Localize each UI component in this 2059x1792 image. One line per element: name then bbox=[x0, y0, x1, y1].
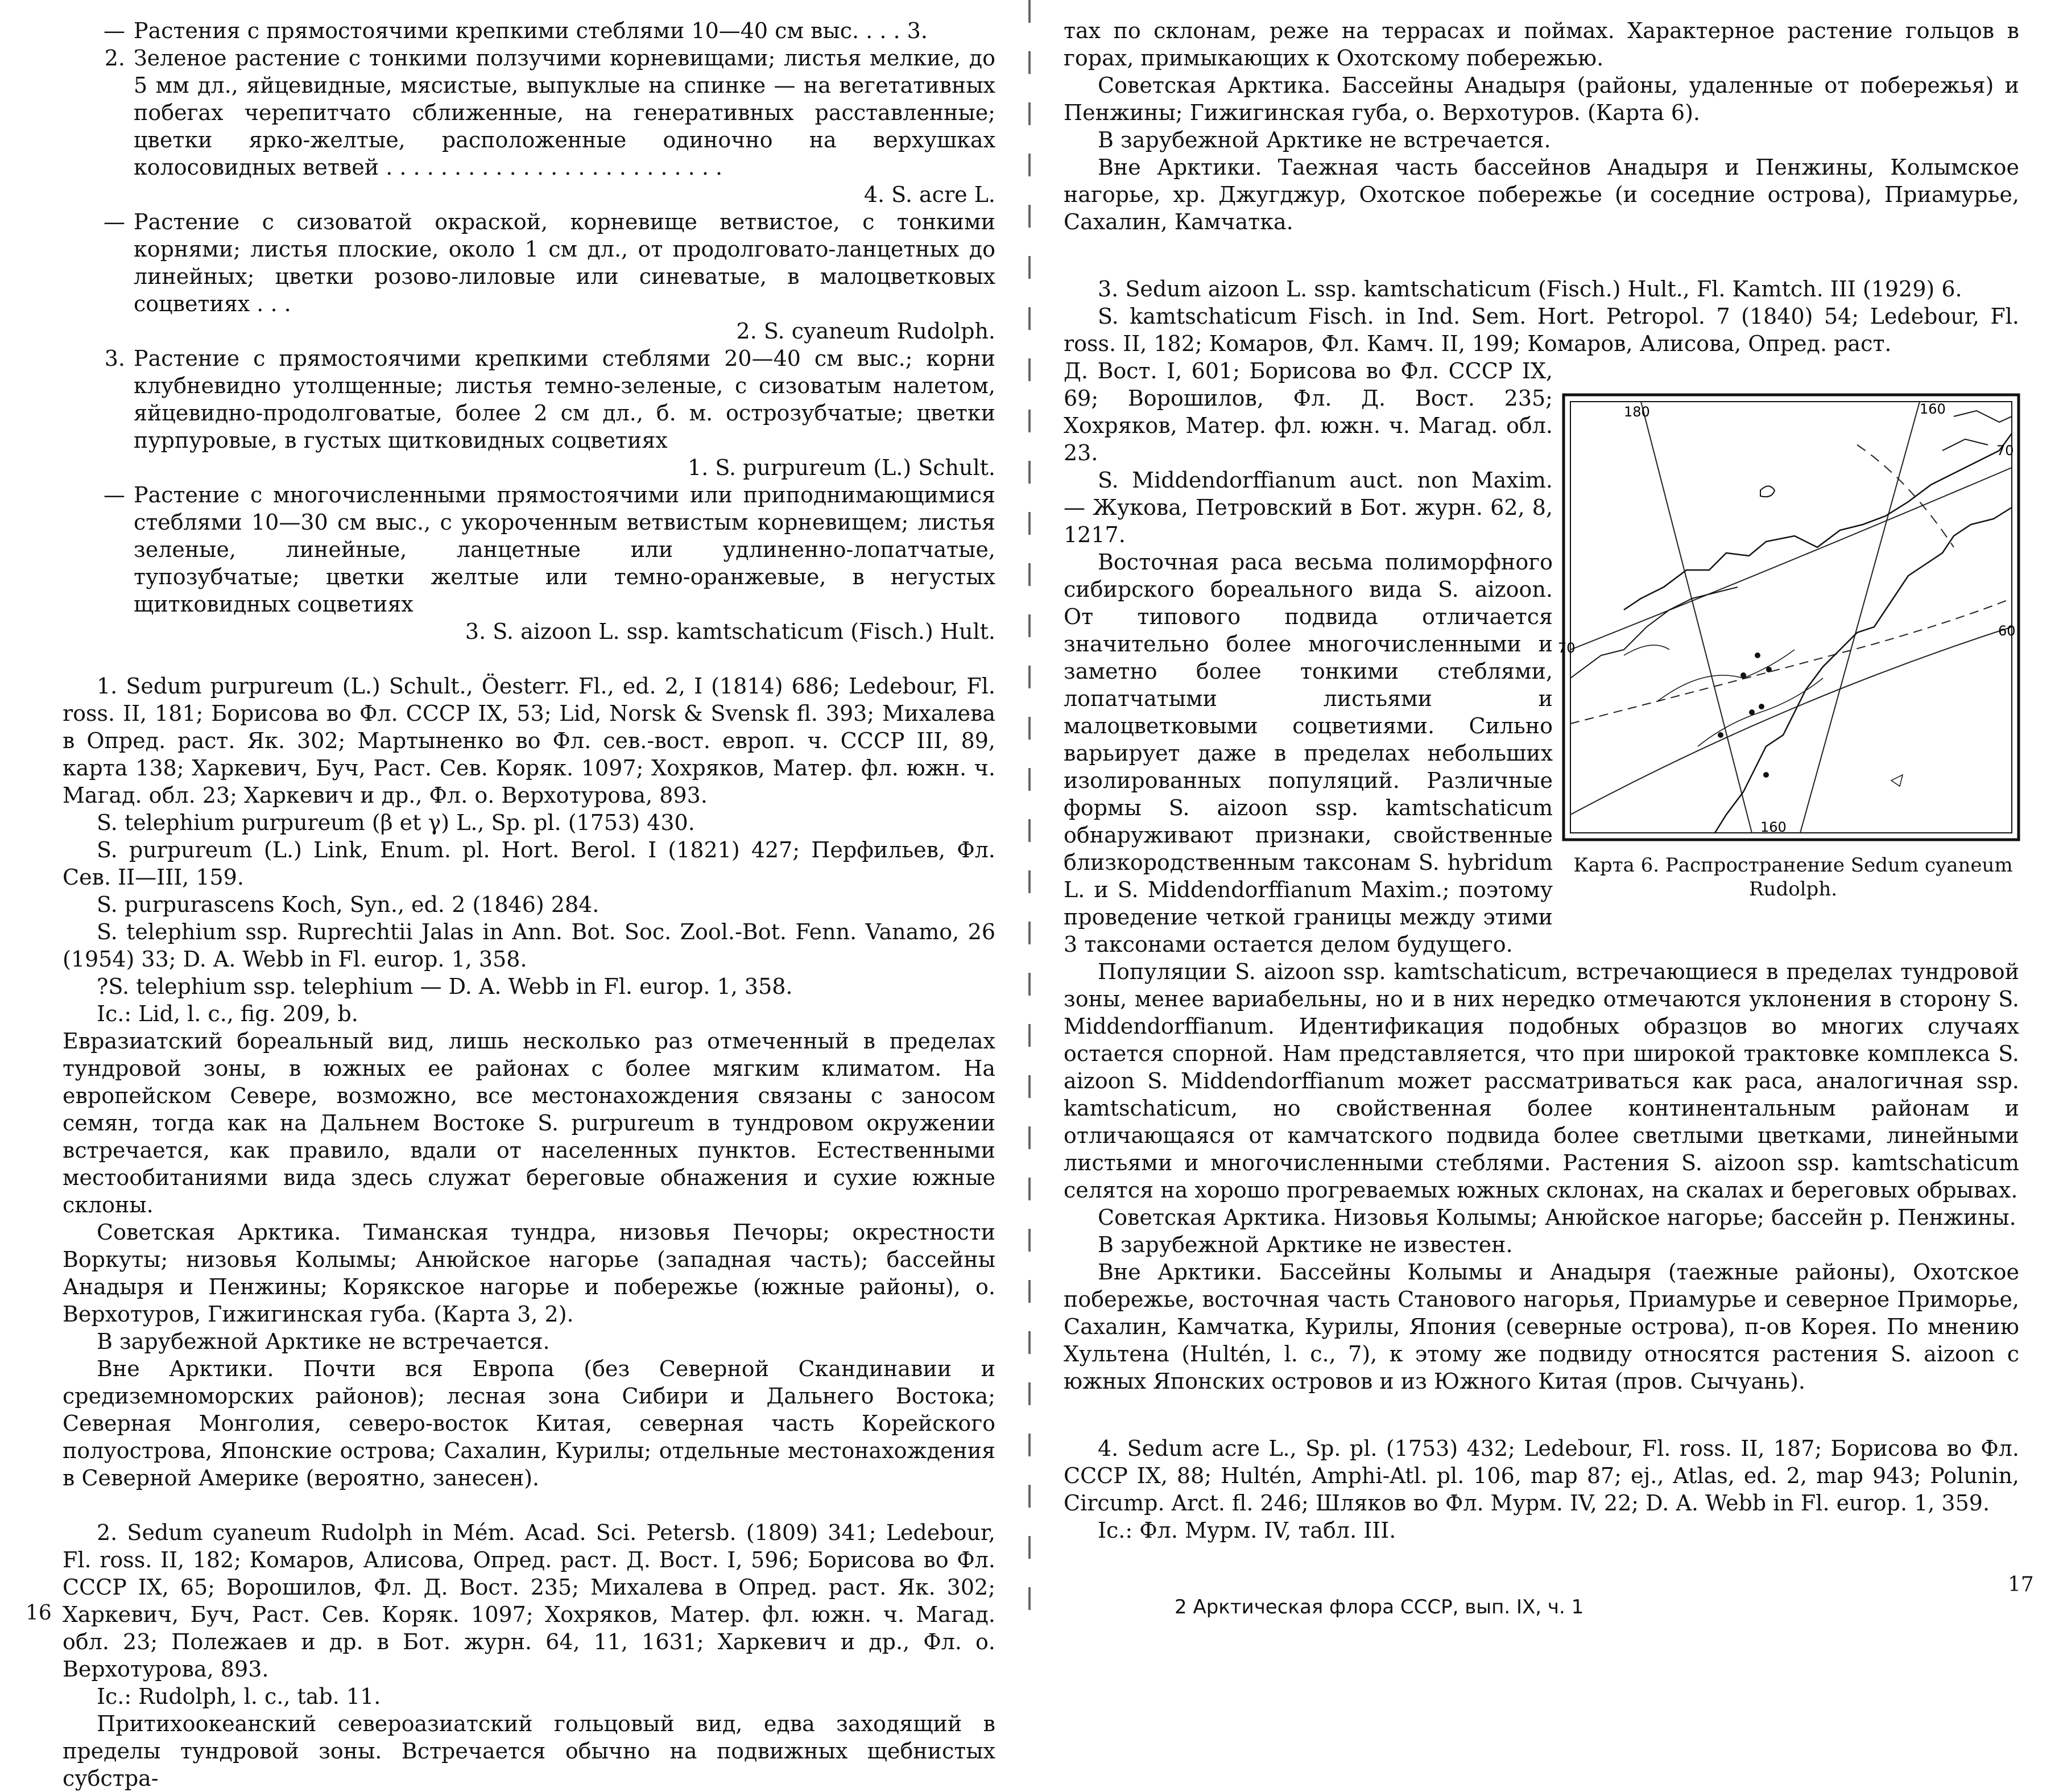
species-heading: 1. Sedum purpureum (L.) Schult., Öesterr. Fl., ed. 2, I (1814) 686; Ledebour, Fl. ross. II, 181; Борисова во Фл. СССР IX, 53; Lid, Norsk & Svensk fl. 393; Михалева в Опред. раст. Як. 302; Мартыненко во Фл. сев.-вост. европ. ч. СССР III, 89, карта 138; Харкевич, Буч, Раст. Сев. Коряк. 1097; Хохряков, Матер. фл. южн. ч. Магад. обл. 23; Харкевич и др., Фл. о. Верхотурова, 893. bbox=[63, 674, 995, 808]
distribution-outside-arctic: Вне Арктики. Почти вся Европа (без Северной Скандинавии и средиземноморских районов); лесная зона Сибири и Дальнего Востока; Северная Монголия, северо-восток Китая, северная часть Корейского полуострова, Японские острова; Сахалин, Курилы; отдельные местонахождения в Северной Америке (вероятно, занесен). bbox=[63, 1356, 995, 1490]
occurrence-point bbox=[1763, 772, 1769, 778]
synonym: ?S. telephium ssp. telephium — D. A. Webb in Fl. europ. 1, 358. bbox=[97, 974, 793, 999]
key-text: Зеленое растение с тонкими ползучими корневищами; листья мелкие, до 5 мм дл., яйцевидные, мясистые, выпуклые на спинке — на вегетативных побегах черепитчато сближенные, на генеративных расставленные; цветки ярко-желтые, расположенные одиночно на верхушках колосовидных ветвей . . . . . . . . . . . . . . . . . . . . . . . . . bbox=[134, 46, 995, 180]
occurrence-point bbox=[1759, 704, 1764, 709]
key-entry bbox=[63, 44, 995, 208]
species-4-sedum-acre bbox=[1064, 1435, 2019, 1544]
map-label-70-left: 70 bbox=[1558, 640, 1576, 656]
occurrence-point bbox=[1718, 732, 1723, 738]
synonym: Д. Вост. I, 601; Борисова во Фл. СССР IX, 69; Ворошилов, Фл. Д. Вост. 235; Хохряков, Матер. фл. южн. ч. Магад. обл. 23. bbox=[1064, 358, 1553, 465]
species-1-sedum-purpureum bbox=[63, 672, 995, 1492]
synonym: S. purpurascens Koch, Syn., ed. 2 (1846) 284. bbox=[97, 892, 599, 917]
key-number: — bbox=[104, 482, 125, 507]
identification-key bbox=[63, 17, 995, 645]
distribution-outside-arctic: Вне Арктики. Бассейны Колымы и Анадыря (таежные районы), Охотское побережье, восточная часть Станового нагорья, Приамурье и северное Приморье, Сахалин, Камчатка, Курилы, Япония (северные острова), п-ов Корея. По мнению Хультена (Hultén, l. c., 7), к этому же подвиду относятся растения S. aizoon с южных Японских островов и из Южного Китая (пров. Сычуань). bbox=[1064, 1260, 2019, 1394]
species-2-sedum-cyaneum bbox=[63, 1519, 995, 1792]
key-number: — bbox=[104, 18, 125, 43]
map-label-160-top: 160 bbox=[1920, 401, 1946, 417]
key-result: 2. S. cyaneum Rudolph. bbox=[736, 319, 995, 344]
distribution-foreign-arctic: В зарубежной Арктике не встречается. bbox=[1098, 127, 1551, 152]
occurrence-point bbox=[1766, 667, 1772, 672]
distribution-outside-arctic: Вне Арктики. Таежная часть бассейнов Анадыря и Пенжины, Колымское нагорье, хр. Джугджур, Охотское побережье (и соседние острова), Приамурье, Сахалин, Камчатка. bbox=[1064, 155, 2019, 234]
species-heading: 4. Sedum acre L., Sp. pl. (1753) 432; Ledebour, Fl. ross. II, 187; Борисова во Фл. СССР IX, 88; Hultén, Amphi-Atl. pl. 106, map 87; ej., Atlas, ed. 2, map 943; Polunin, Circump. Arct. fl. 246; Шляков во Фл. Мурм. IV, 22; D. A. Webb in Fl. europ. 1, 359. bbox=[1064, 1436, 2019, 1516]
key-result: 3. S. aizoon L. ssp. kamtschaticum (Fisch.) Hult. bbox=[465, 619, 995, 644]
description: тах по склонам, реже на террасах и поймах. Характерное растение гольцов в горах, примыкающих к Охотскому побережью. bbox=[1064, 18, 2019, 71]
synonym: S. telephium purpureum (β et γ) L., Sp. pl. (1753) 430. bbox=[97, 810, 695, 835]
distribution-foreign-arctic: В зарубежной Арктике не встречается. bbox=[97, 1329, 550, 1354]
description: Восточная раса весьма полиморфного сибирского бореального вида S. aizoon. От типового подвида отличается значительно более многочисленными и заметно более тонкими стеблями, лопатчатыми листьями и малоцветковыми соцветиями. Сильно варьирует даже в пределах небольших изолированных популяций. Различные формы S. aizoon ssp. kamtschaticum обнаруживают признаки, свойственные близкородственным таксонам S. hybridum L. и S. Middendorffianum Maxim.; поэтому проведение четкой границы между этими 3 таксонами остается делом будущего. bbox=[1064, 550, 1553, 957]
key-entry bbox=[63, 481, 995, 645]
key-entry bbox=[63, 345, 995, 481]
synonym: S. Middendorffianum auct. non Maxim. — Жукова, Петровский в Бот. журн. 62, 8, 1217. bbox=[1064, 468, 1553, 547]
page-number-left: 16 bbox=[26, 1601, 52, 1625]
key-result: 4. S. acre L. bbox=[863, 182, 995, 207]
icon-reference: Ic.: Rudolph, l. c., tab. 11. bbox=[97, 1684, 381, 1709]
left-page bbox=[0, 0, 1030, 1791]
species-heading: 3. Sedum aizoon L. ssp. kamtschaticum (Fisch.) Hult., Fl. Kamtch. III (1929) 6. bbox=[1098, 276, 1962, 302]
icon-reference: Ic.: Фл. Мурм. IV, табл. III. bbox=[1098, 1518, 1396, 1543]
map-label-60: 60 bbox=[1998, 623, 2016, 639]
key-entry bbox=[63, 17, 995, 44]
key-text: Растения с прямостоячими крепкими стеблями 10—40 см выс. . . . 3. bbox=[134, 18, 928, 43]
key-text: Растение с сизоватой окраской, корневище ветвистое, с тонкими корнями; листья плоские, около 1 см дл., от продолговато-ланцетных до линейных; цветки розово-лиловые или синеватые, в малоцветковых соцветиях . . . bbox=[134, 209, 995, 316]
species-2-continuation bbox=[1064, 17, 2019, 236]
map-frame bbox=[1564, 395, 2019, 840]
map-label-160-bottom: 160 bbox=[1760, 819, 1787, 835]
occurrence-point bbox=[1740, 672, 1746, 678]
distribution-map bbox=[1556, 382, 2031, 849]
map-label-70-right: 70 bbox=[1996, 443, 2014, 459]
distribution-soviet-arctic: Советская Арктика. Низовья Колымы; Анюйское нагорье; бассейн р. Пенжины. bbox=[1098, 1205, 2016, 1230]
page-number-right: 17 bbox=[2008, 1573, 2034, 1596]
key-entry bbox=[63, 208, 995, 345]
occurrence-point bbox=[1749, 709, 1755, 715]
species-heading: 2. Sedum cyaneum Rudolph in Mém. Acad. Sci. Petersb. (1809) 341; Ledebour, Fl. ross. II, 182; Комаров, Алисова, Опред. раст. Д. Вост. I, 596; Борисова во Фл. СССР IX, 65; Ворошилов, Фл. Д. Вост. 235; Михалева в Опред. раст. Як. 302; Харкевич, Буч, Раст. Сев. Коряк. 1097; Хохряков, Матер. фл. южн. ч. Магад. обл. 23; Полежаев и др. в Бот. журн. 64, 11, 1631; Харкевич и др., Фл. о. Верхотурова, 893. bbox=[63, 1520, 995, 1682]
map-label-180: 180 bbox=[1624, 404, 1650, 420]
synonym: S. telephium ssp. Ruprechtii Jalas in Ann. Bot. Soc. Zool.-Bot. Fenn. Vanamo, 26 (1954) 33; D. A. Webb in Fl. europ. 1, 358. bbox=[63, 919, 995, 972]
key-result: 1. S. purpureum (L.) Schult. bbox=[688, 455, 995, 480]
description: Притихоокеанский североазиатский гольцовый вид, едва заходящий в пределы тундровой зоны. Встречается обычно на подвижных щебнистых субстра- bbox=[63, 1711, 995, 1791]
key-number: — bbox=[104, 209, 125, 234]
page-footer: 2 Арктическая флора СССР, вып. IX, ч. 1 bbox=[1175, 1596, 1584, 1618]
synonym: S. purpureum (L.) Link, Enum. pl. Hort. Berol. I (1821) 427; Перфильев, Фл. Сев. II—III, 159. bbox=[63, 837, 995, 890]
icon-reference: Ic.: Lid, l. c., fig. 209, b. bbox=[97, 1001, 358, 1026]
distribution-foreign-arctic: В зарубежной Арктике не известен. bbox=[1098, 1232, 1513, 1257]
description: Популяции S. aizoon ssp. kamtschaticum, встречающиеся в пределах тундровой зоны, менее вариабельны, но и в них нередко отмечаются уклонения в сторону S. Middendorffianum. Идентификация подобных образцов во многих случаях остается спорной. Нам представляется, что при широкой трактовке комплекса S. aizoon S. Middendorffianum может рассматриваться как раса, аналогичная ssp. kamtschaticum, но свойственная более континентальным районам и отличающаяся от камчатского подвида более светлыми цветками, линейными листьями и многочисленными стеблями. Растения S. aizoon ssp. kamtschaticum селятся на хорошо прогреваемых южных склонах, на скалах и береговых обрывах. bbox=[1064, 959, 2019, 1203]
key-number: 3. bbox=[104, 346, 125, 371]
distribution-soviet-arctic: Советская Арктика. Бассейны Анадыря (районы, удаленные от побережья) и Пенжины; Гижигинская губа, о. Верхотуров. (Карта 6). bbox=[1064, 73, 2019, 125]
text-beside-map bbox=[1064, 357, 1553, 958]
description: Евразиатский бореальный вид, лишь несколько раз отмеченный в пределах тундровой зоны, в южных ее районах с более мягким климатом. На европейском Севере, возможно, все местонахождения связаны с заносом семян, тогда как на Дальнем Востоке S. purpureum в тундровом окружении встречается, как правило, вдали от населенных пунктов. Естественными местообитаниями вида здесь служат береговые обнажения и сухие южные склоны. bbox=[63, 1029, 995, 1217]
distribution-soviet-arctic: Советская Арктика. Тиманская тундра, низовья Печоры; окрестности Воркуты; низовья Колымы; Анюйское нагорье (западная часть); бассейны Анадыря и Пенжины; Корякское нагорье и побережье (южные районы), о. Верхотуров, Гижигинская губа. (Карта 3, 2). bbox=[63, 1220, 995, 1327]
map-caption: Карта 6. Распространение Sedum cyaneum Rudolph. bbox=[1573, 854, 2013, 901]
key-text: Растение с многочисленными прямостоячими или приподнимающимися стеблями 10—30 см выс., с укороченным ветвистым корневищем; листья зеленые, линейные, ланцетные или удлиненно-лопатчатые, тупозубчатые; цветки желтые или темно-оранжевые, в негустых щитковидных соцветиях bbox=[134, 482, 995, 617]
occurrence-point bbox=[1755, 653, 1760, 658]
key-number: 2. bbox=[104, 46, 125, 71]
key-text: Растение с прямостоячими крепкими стеблями 20—40 см выс.; корни клубневидно утолщенные; листья темно-зеленые, с сизоватым налетом, яйцевидно-продолговатые, более 2 см дл., б. м. острозубчатые; цветки пурпуровые, в густых щитковидных соцветиях bbox=[134, 346, 995, 453]
synonym: S. kamtschaticum Fisch. in Ind. Sem. Hort. Petropol. 7 (1840) 54; Ledebour, Fl. ross. II, 182; Комаров, Фл. Камч. II, 199; Комаров, Алисова, Опред. раст. bbox=[1064, 304, 2019, 356]
